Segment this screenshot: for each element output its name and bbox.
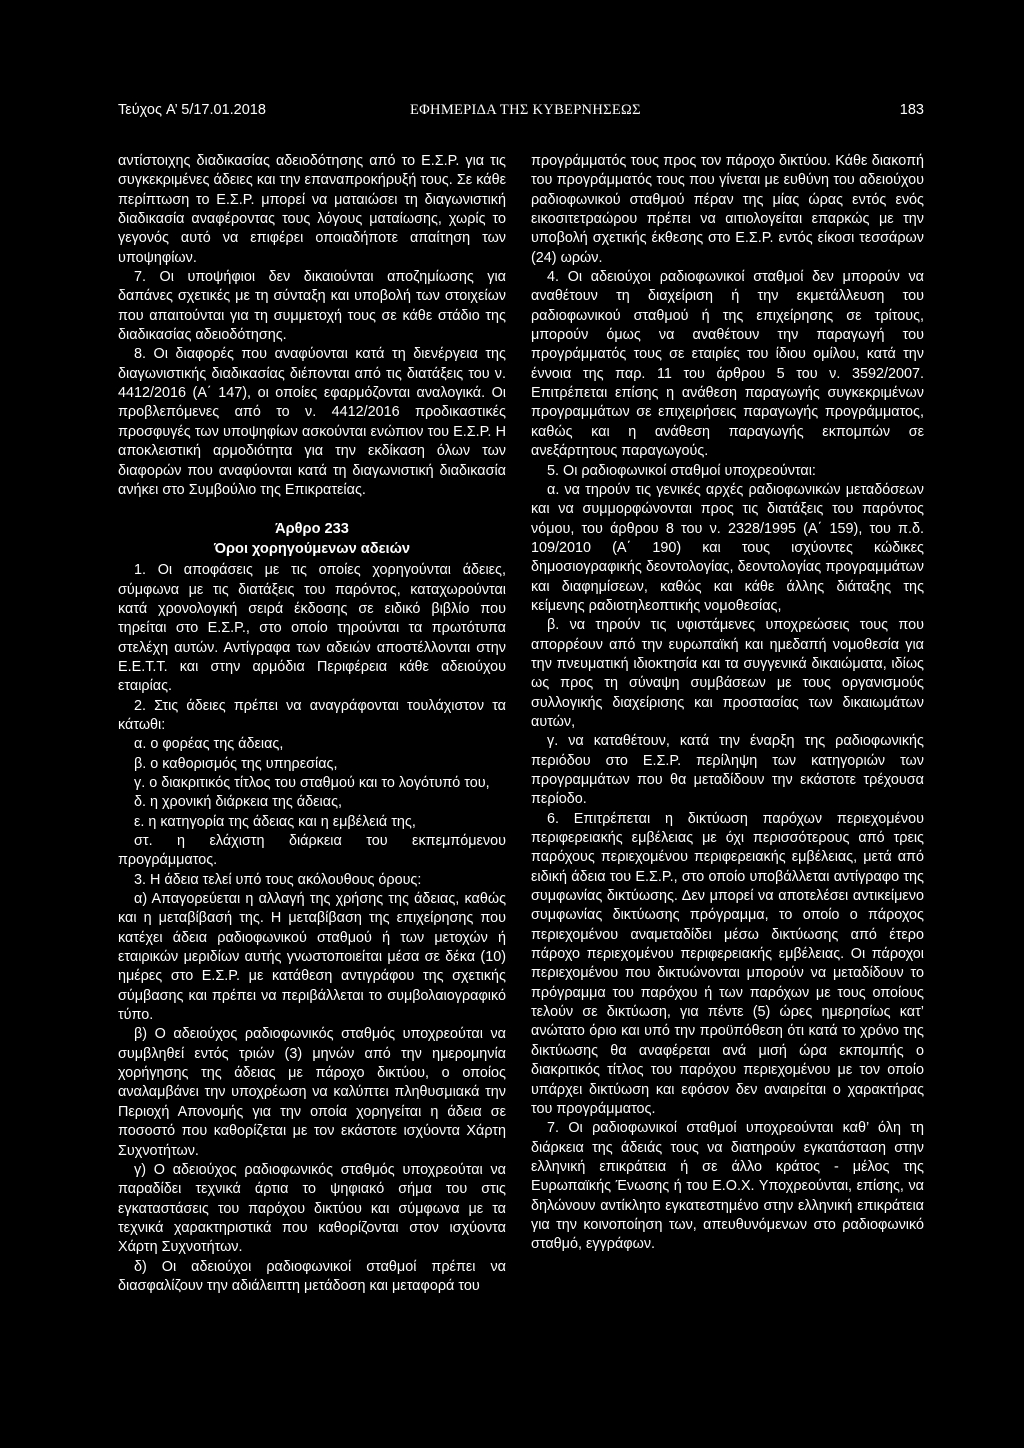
paragraph: 4. Οι αδειούχοι ραδιοφωνικοί σταθμοί δεν μπορούν να αναθέτουν τη διαχείριση ή την εκμετάλλευση του ραδιοφωνικού σταθμού ή της επιχείρησης σε τρίτους, μπορούν όμως να αναθέτουν την παραγωγή του προγράμματός τους σε εταιρίες του ίδιου ομίλου, κατά την έννοια της παρ. 11 του άρθρου 5 του ν. 3592/2007. Επιτρέπεται επίσης η ανάθεση παραγωγής συγκεκριμένων προγραμμάτων σε επιχειρήσεις παραγωγής προγράμματος, καθώς και η ανάθεση παραγωγής εκπομπών σε ανεξάρτητους παραγωγούς.	[531, 269, 924, 460]
paragraph: δ) Οι αδειούχοι ραδιοφωνικοί σταθμοί πρέπει να διασφαλίζουν την αδιάλειπτη μετάδοση και μεταφορά του	[118, 1258, 506, 1294]
right-column	[531, 152, 924, 1255]
list-item: δ. η χρονική διάρκεια της άδειας,	[134, 794, 342, 811]
paragraph: 2. Στις άδειες πρέπει να αναγράφονται τουλάχιστον τα κάτωθι:	[118, 697, 506, 733]
issue-reference: Τεύχος A’ 5/17.01.2018	[118, 102, 266, 118]
paragraph: γ) Ο αδειούχος ραδιοφωνικός σταθμός υποχρεούται να παραδίδει τεχνικά άρτια το ψηφιακό σήμα του στις εγκαταστάσεις του παρόχου δικτύου και σύμφωνα με τα τεχνικά χαρακτηριστικά που καθορίζονται στον ισχύοντα Χάρτη Συχνοτήτων.	[118, 1161, 506, 1256]
paragraph: β. να τηρούν τις υφιστάμενες υποχρεώσεις τους που απορρέουν από την ευρωπαϊκή και ημεδαπή νομοθεσία για την πνευματική ιδιοκτησία και τα συγγενικά δικαιώματα, ιδίως ως προς τη σύναψη συμβάσεων με τους οργανισμούς συλλογικής διαχείρισης και προστασίας των δικαιωμάτων αυτών,	[531, 617, 924, 730]
paragraph: 6. Επιτρέπεται η δικτύωση παρόχων περιεχομένου περιφερειακής εμβέλειας με όχι περισσότερους από τρεις παρόχους περιεχομένου περιφερειακής εμβέλειας, μετά από ειδική άδεια του Ε.Σ.Ρ., στο οποίο υποβάλλεται αντίγραφο της συμφωνίας δικτύωσης. Δεν μπορεί να αποτελέσει αντικείμενο συμφωνίας δικτύωσης πρόγραμμα, το οποίο ο πάροχος περιεχομένου αναμεταδίδει μέσω δικτύωσης από έτερο πάροχο περιεχομένου περιφερειακής εμβέλειας. Οι πάροχοι περιεχομένου που δικτυώνονται μπορούν να μεταδίδουν το πρόγραμμα του παρόχου ή των παρόχων με τους οποίους τελούν σε δικτύωση, για πέντε (5) ώρες ημερησίως κατ’ ανώτατο όριο και υπό την προϋπόθεση ότι κατά το χρόνο της δικτύωσης θα αναφέρεται ανά μισή ώρα εκπομπής ο διακριτικός τίτλος του παρόχου περιεχομένου με τον οποίο υπάρχει δικτύωση και εφόσον δεν αναιρείται ο χαρακτήρας του προγράμματος.	[531, 810, 924, 1117]
paragraph: 5. Οι ραδιοφωνικοί σταθμοί υποχρεούνται:	[547, 462, 816, 479]
paragraph: α. να τηρούν τις γενικές αρχές ραδιοφωνικών μεταδόσεων και να συμμορφώνονται προς τις διατάξεις του παρόντος νόμου, του άρθρου 8 του ν. 2328/1995 (Α΄ 159), του π.δ. 109/2010 (Α΄ 190) και τους ισχύοντες κώδικες δημοσιογραφικής δεοντολογίας, δεοντολογίας προγραμμάτων και διαφημίσεων, καθώς και κάθε άλλης διάταξης της κείμενης ραδιοτηλεοπτικής νομοθεσίας,	[531, 481, 924, 614]
paragraph: 8. Οι διαφορές που αναφύονται κατά τη διενέργεια της διαγωνιστικής διαδικασίας διέπονται από τις διατάξεις του ν. 4412/2016 (Α΄ 147), οι οποίες εφαρμόζονται αναλογικά. Οι προβλεπόμενες από το ν. 4412/2016 προδικαστικές προσφυγές των υποψηφίων ασκούνται ενώπιον του Ε.Σ.Ρ. Η αποκλειστική αρμοδιότητα για την εκδίκαση όλων των διαφορών που αναφύονται κατά τη διαγωνιστική διαδικασία ανήκει στο Συμβούλιο της Επικρατείας.	[118, 346, 506, 498]
paragraph: 3. Η άδεια τελεί υπό τους ακόλουθους όρους:	[134, 871, 422, 888]
article-title: Όροι χορηγούμενων αδειών	[213, 540, 411, 557]
article-number: Άρθρο 233	[275, 521, 349, 538]
paragraph: γ. να καταθέτουν, κατά την έναρξη της ραδιοφωνικής περιόδου στο Ε.Σ.Ρ. περίληψη των κατηγοριών των προγραμμάτων που θα μεταδίδουν την εκάστοτε τρέχουσα περίοδο.	[531, 733, 924, 808]
page-header	[118, 102, 924, 124]
list-item: β. ο καθορισμός της υπηρεσίας,	[134, 755, 338, 772]
paragraph: προγράμματός τους προς τον πάροχο δικτύου. Κάθε διακοπή του προγράμματός τους που γίνεται με ευθύνη του αδειούχου ραδιοφωνικού σταθμού πέραν της μίας ώρας εντός ενός εικοσιτετραώρου πρέπει να αιτιολογείται επαρκώς με την υποβολή σχετικής έκθεσης στο Ε.Σ.Ρ. εντός είκοσι τεσσάρων (24) ωρών.	[531, 153, 924, 266]
list-item: α. ο φορέας της άδειας,	[134, 736, 284, 753]
paragraph: 7. Οι ραδιοφωνικοί σταθμοί υποχρεούνται καθ’ όλη τη διάρκεια της άδειάς τους να διατηρούν εγκατάσταση στην ελληνική επικράτεια ή σε άλλο κράτος - μέλος της Ευρωπαϊκής Ένωσης ή του Ε.Ο.Χ. Υποχρεούνται, επίσης, να δηλώνουν αντίκλητο εγκατεστημένο στην ελληνική επικράτεια για την κοινοποίηση των, απευθυνόμενων στο ραδιοφωνικό σταθμό, εγγράφων.	[531, 1120, 924, 1253]
article-heading	[118, 520, 506, 559]
paragraph: β) Ο αδειούχος ραδιοφωνικός σταθμός υποχρεούται να συμβληθεί εντός τριών (3) μηνών από την ημερομηνία χορήγησης της άδειας με πάροχο δικτύου, ο οποίος αναλαμβάνει την υποχρέωση να καλύπτει πληθυσμιακά την Περιοχή Απονομής για την οποία χορηγείται η άδεια σε ποσοστό που καθορίζεται με τον εκάστοτε ισχύοντα Χάρτη Συχνοτήτων.	[118, 1026, 506, 1159]
left-column	[118, 152, 506, 1296]
paragraph: αντίστοιχης διαδικασίας αδειοδότησης από το Ε.Σ.Ρ. για τις συγκεκριμένες άδειες και την επαναπροκήρυξή τους. Σε κάθε περίπτωση το Ε.Σ.Ρ. μπορεί να ματαιώσει τη διαγωνιστική διαδικασία αναφέροντας τους λόγους ματαίωσης, χωρίς το γεγονός αυτό να επιφέρει οποιαδήποτε απαίτηση των υποψηφίων.	[118, 153, 506, 266]
list-item: στ. η ελάχιστη διάρκεια του εκπεμπόμενου προγράμματος.	[118, 833, 506, 869]
paragraph: 1. Οι αποφάσεις με τις οποίες χορηγούνται άδειες, σύμφωνα με τις διατάξεις του παρόντος, καταχωρούνται κατά χρονολογική σειρά έκδοσης σε ειδικό βιβλίο που τηρείται στο Ε.Σ.Ρ., στο οποίο τηρούνται τα πρωτότυπα στελέχη αυτών. Αντίγραφα των αδειών αποστέλλονται στην Ε.Ε.Τ.Τ. και στην αρμόδια Περιφέρεια κάθε αδειούχου εταιρίας.	[118, 562, 506, 695]
gazette-title: ΕΦΗΜΕΡΙΔΑ ΤΗΣ ΚΥΒΕΡΝΗΣΕΩΣ	[410, 102, 641, 118]
paragraph: α) Απαγορεύεται η αλλαγή της χρήσης της άδειας, καθώς και η μεταβίβασή της. Η μεταβίβαση της επιχείρησης που κατέχει άδεια ραδιοφωνικού σταθμού ή των μετοχών ή εταιρικών μεριδίων αυτής γνωστοποιείται μέσα σε δέκα (10) ημέρες στο Ε.Σ.Ρ. με κατάθεση αντιγράφου της σχετικής σύμβασης και πρέπει να περιβάλλεται το συμβολαιογραφικό τύπο.	[118, 891, 506, 1024]
page-number: 183	[899, 102, 924, 118]
list-item: γ. ο διακριτικός τίτλος του σταθμού και το λογότυπό του,	[134, 774, 490, 791]
paragraph: 7. Οι υποψήφιοι δεν δικαιούνται αποζημίωσης για δαπάνες σχετικές με τη σύνταξη και υποβολή των στοιχείων που απαιτούνται για τη συμμετοχή τους σε κάθε στάδιο της διαδικασίας αδειοδότησης.	[118, 269, 506, 344]
list-item: ε. η κατηγορία της άδειας και η εμβέλειά της,	[134, 813, 416, 830]
